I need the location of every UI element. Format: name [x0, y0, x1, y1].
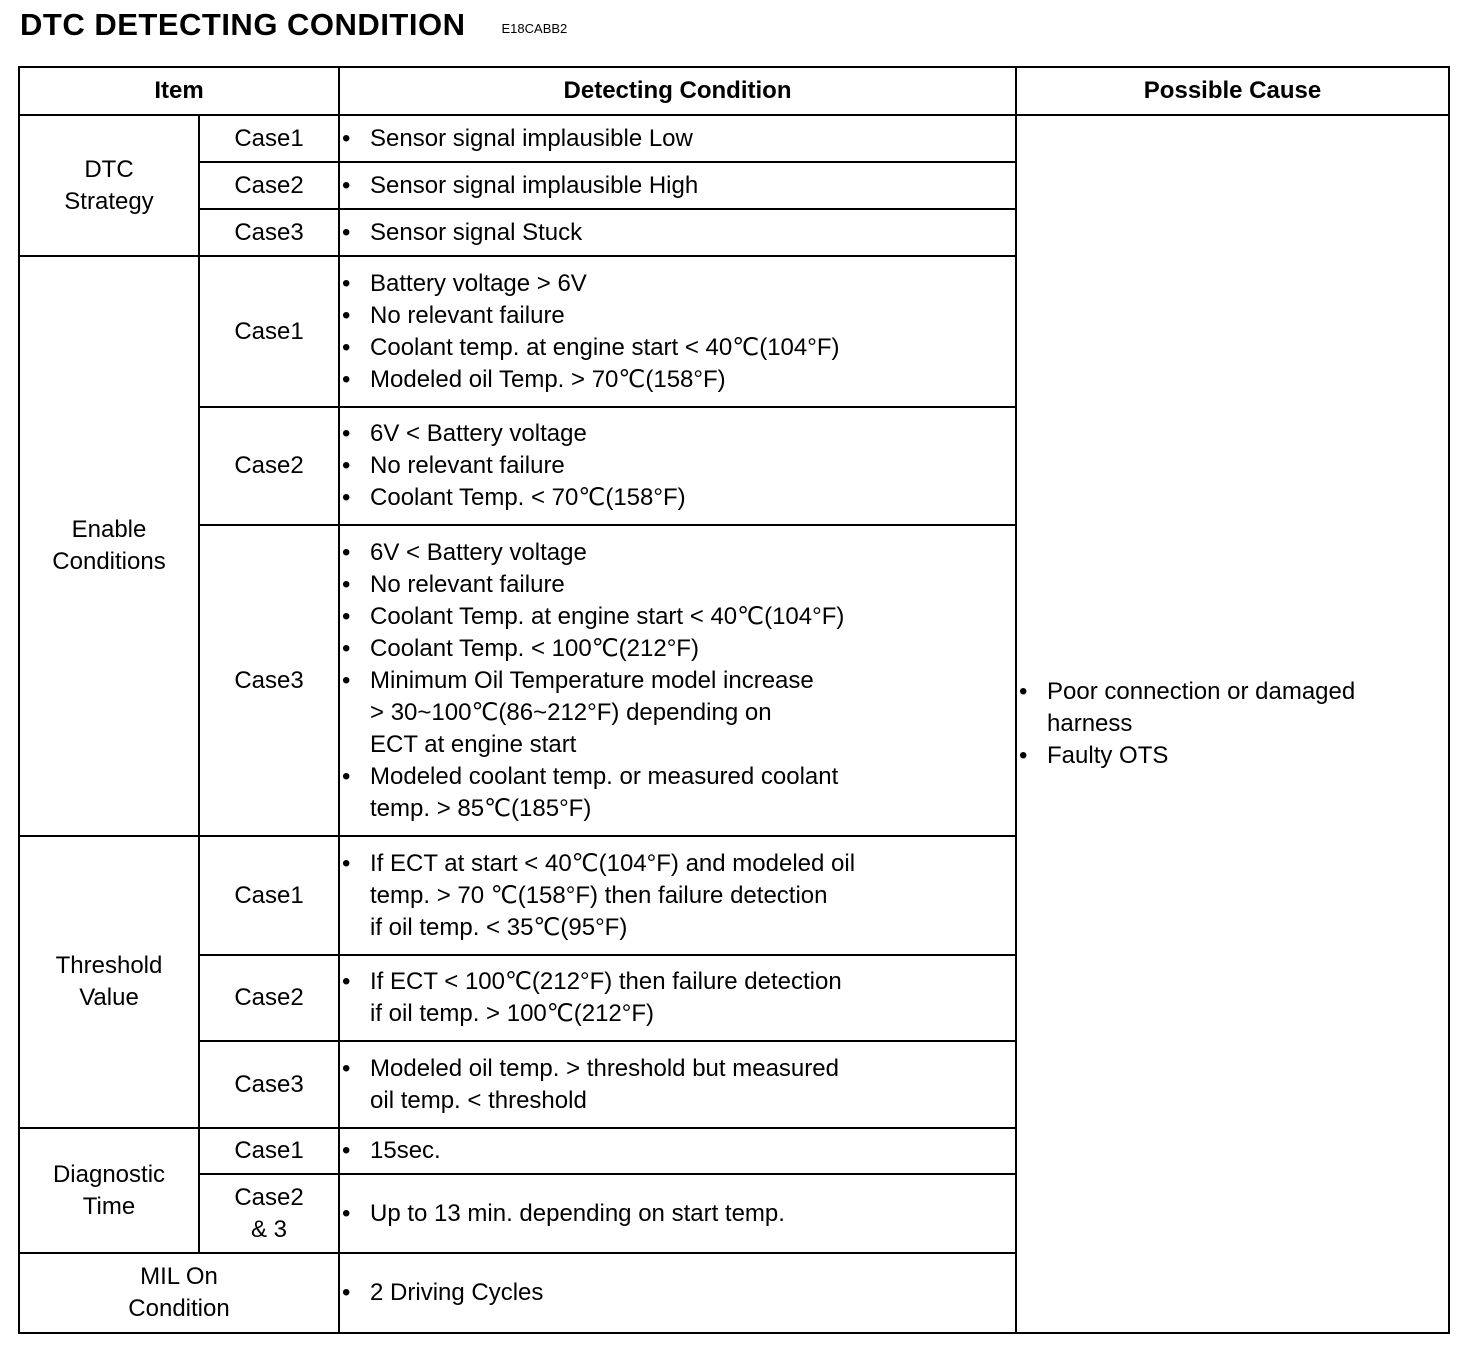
table-row: [19, 115, 1449, 162]
condition-item: • Sensor signal implausible High: [340, 170, 1015, 202]
case-label: Case2: [199, 955, 339, 1041]
item-dtc-strategy: DTC Strategy: [19, 115, 199, 256]
item-threshold-value: Threshold Value: [19, 836, 199, 1128]
page-title: DTC DETECTING CONDITION: [20, 7, 466, 42]
case-label: Case3: [199, 525, 339, 836]
case-label: Case1: [199, 256, 339, 407]
condition-cell: [339, 525, 1016, 836]
header-detecting-condition: Detecting Condition: [339, 67, 1016, 115]
condition-cell: [339, 209, 1016, 256]
document-code: E18CABB2: [501, 20, 568, 36]
case-label: Case3: [199, 1041, 339, 1128]
condition-item: • 2 Driving Cycles: [340, 1277, 1015, 1309]
case-label: Case2: [199, 162, 339, 209]
condition-cell: [339, 1041, 1016, 1128]
condition-item: • Sensor signal implausible Low: [340, 123, 1015, 155]
condition-item: • Battery voltage > 6V: [340, 268, 1015, 300]
condition-item: • Coolant Temp. < 100℃(212°F): [340, 633, 1015, 665]
condition-item: • Coolant temp. at engine start < 40℃(104°F): [340, 332, 1015, 364]
condition-cell: [339, 256, 1016, 407]
condition-item: • Up to 13 min. depending on start temp.: [340, 1198, 1015, 1230]
condition-cell: [339, 407, 1016, 525]
cause-item: • Poor connection or damaged harness: [1017, 676, 1448, 740]
condition-cell: [339, 1128, 1016, 1174]
item-diagnostic-time: Diagnostic Time: [19, 1128, 199, 1253]
case-label: Case1: [199, 115, 339, 162]
condition-item: • Coolant Temp. < 70℃(158°F): [340, 482, 1015, 514]
title-bar: [20, 2, 567, 48]
cause-item: • Faulty OTS: [1017, 740, 1448, 772]
condition-cell: [339, 955, 1016, 1041]
table-header-row: [19, 67, 1449, 115]
condition-item: • Modeled oil Temp. > 70℃(158°F): [340, 364, 1015, 396]
condition-item: • No relevant failure: [340, 569, 1015, 601]
dtc-condition-table: [18, 66, 1450, 1334]
condition-cell: [339, 1174, 1016, 1253]
condition-item: • If ECT at start < 40℃(104°F) and modeled oil temp. > 70 ℃(158°F) then failure detection if oil temp. < 35℃(95°F): [340, 848, 1015, 944]
condition-cell: [339, 836, 1016, 955]
header-possible-cause: Possible Cause: [1016, 67, 1449, 115]
case-label: Case3: [199, 209, 339, 256]
condition-item: • Modeled oil temp. > threshold but measured oil temp. < threshold: [340, 1053, 1015, 1117]
condition-item: • 15sec.: [340, 1135, 1015, 1167]
condition-item: • Sensor signal Stuck: [340, 217, 1015, 249]
condition-item: • If ECT < 100℃(212°F) then failure detection if oil temp. > 100℃(212°F): [340, 966, 1015, 1030]
item-enable-conditions: Enable Conditions: [19, 256, 199, 836]
case-label: Case2: [199, 407, 339, 525]
condition-cell: [339, 1253, 1016, 1333]
case-label: Case1: [199, 1128, 339, 1174]
condition-cell: [339, 162, 1016, 209]
condition-item: • Minimum Oil Temperature model increase > 30~100℃(86~212°F) depending on ECT at engine start: [340, 665, 1015, 761]
case-label: Case1: [199, 836, 339, 955]
condition-item: • Coolant Temp. at engine start < 40℃(104°F): [340, 601, 1015, 633]
condition-cell: [339, 115, 1016, 162]
header-item: Item: [19, 67, 339, 115]
condition-item: • 6V < Battery voltage: [340, 537, 1015, 569]
condition-item: • 6V < Battery voltage: [340, 418, 1015, 450]
case-label: Case2 & 3: [199, 1174, 339, 1253]
item-mil-on-condition: MIL On Condition: [19, 1253, 339, 1333]
condition-item: • No relevant failure: [340, 450, 1015, 482]
condition-item: • No relevant failure: [340, 300, 1015, 332]
possible-cause-cell: [1016, 115, 1449, 1333]
condition-item: • Modeled coolant temp. or measured coolant temp. > 85℃(185°F): [340, 761, 1015, 825]
